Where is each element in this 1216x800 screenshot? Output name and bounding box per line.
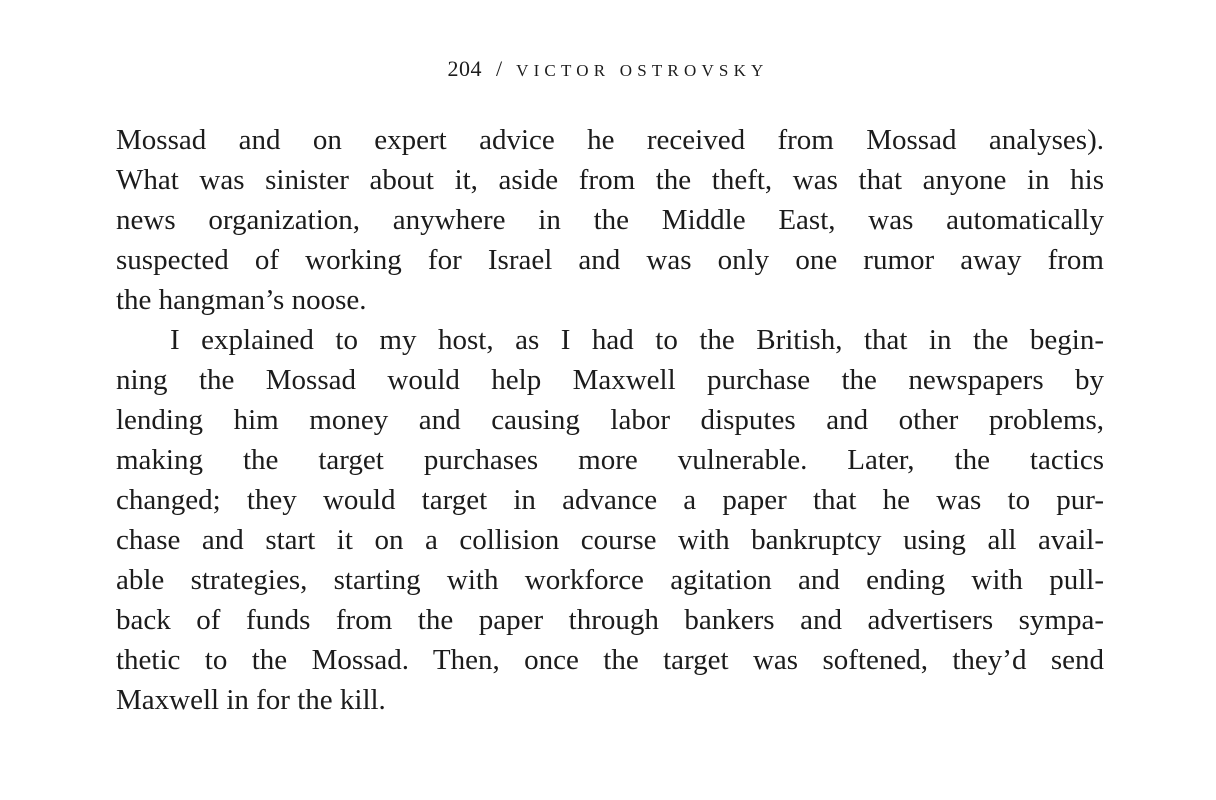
text-line: back of funds from the paper through bankers and advertisers sympa- xyxy=(116,604,1104,636)
author-name: VICTOR OSTROVSKY xyxy=(516,61,769,80)
text-line: able strategies, starting with workforce agitation and ending with pull- xyxy=(116,564,1104,596)
text-line: ning the Mossad would help Maxwell purchase the newspapers by xyxy=(116,364,1104,396)
text-line: What was sinister about it, aside from the theft, was that anyone in his xyxy=(116,164,1104,196)
text-line: making the target purchases more vulnerable. Later, the tactics xyxy=(116,444,1104,476)
text-line: thetic to the Mossad. Then, once the target was softened, they’d send xyxy=(116,644,1104,676)
body-text xyxy=(116,120,1104,720)
header-separator: / xyxy=(495,56,503,81)
running-head xyxy=(0,54,1216,86)
text-line: chase and start it on a collision course with bankruptcy using all avail- xyxy=(116,524,1104,556)
text-line: I explained to my host, as I had to the British, that in the begin- xyxy=(170,324,1104,356)
text-line: Mossad and on expert advice he received from Mossad analyses). xyxy=(116,124,1104,156)
text-line: lending him money and causing labor disputes and other problems, xyxy=(116,404,1104,436)
page-number: 204 xyxy=(447,56,482,81)
text-line: changed; they would target in advance a paper that he was to pur- xyxy=(116,484,1104,516)
text-line: Maxwell in for the kill. xyxy=(116,684,386,716)
text-line: the hangman’s noose. xyxy=(116,284,367,316)
text-line: suspected of working for Israel and was only one rumor away from xyxy=(116,244,1104,276)
text-line: news organization, anywhere in the Middle East, was automatically xyxy=(116,204,1104,236)
